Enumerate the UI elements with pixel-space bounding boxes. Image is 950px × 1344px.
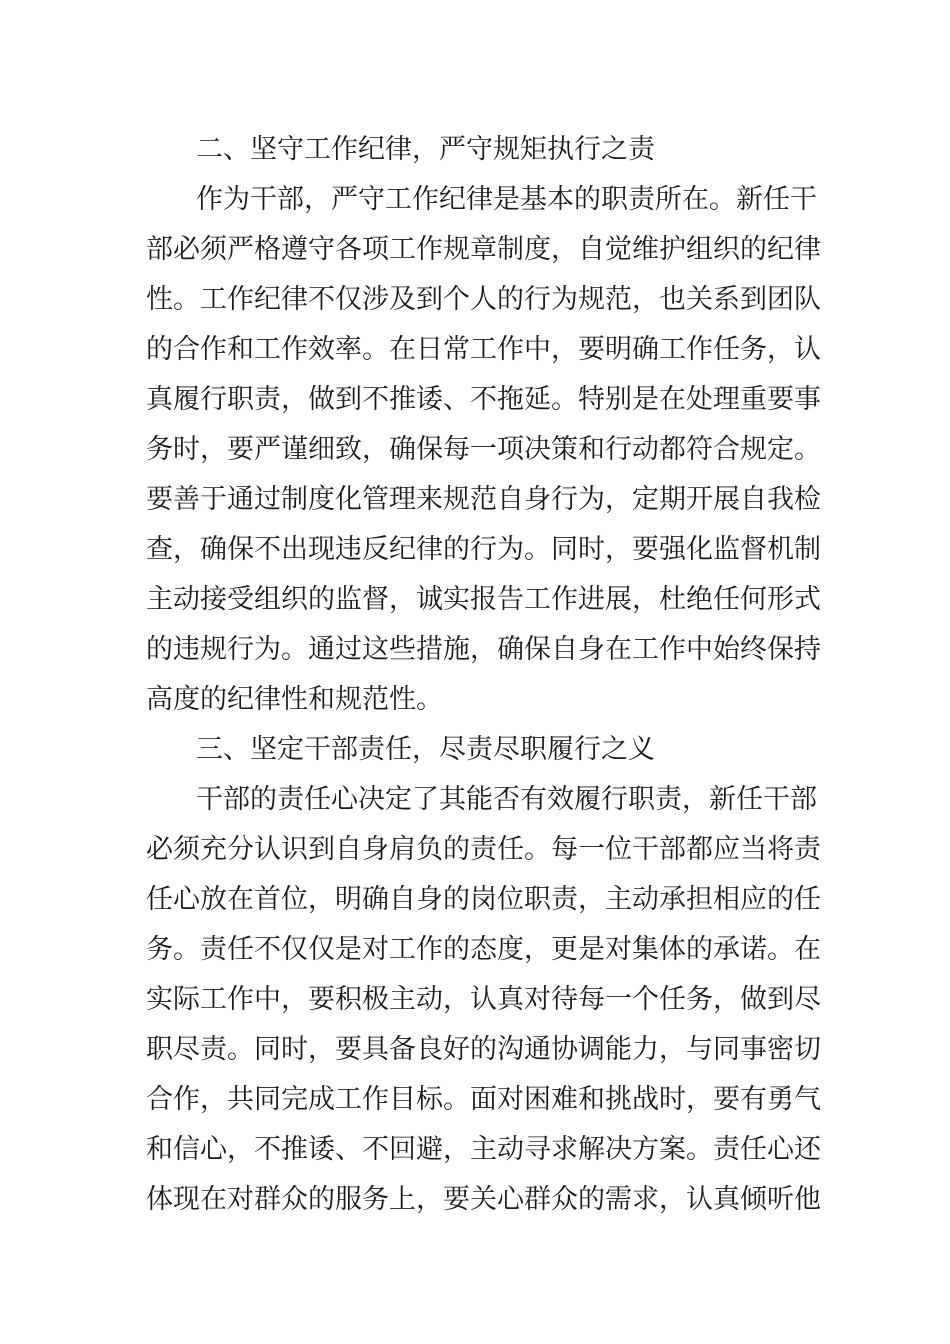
- paragraph-line: 真履行职责，做到不推诿、不拖延。特别是在处理重要事: [146, 384, 821, 415]
- paragraph-line: 作为干部，严守工作纪律是基本的职责所在。新任干: [196, 184, 817, 215]
- paragraph-line: 部必须严格遵守各项工作规章制度，自觉维护组织的纪律: [146, 234, 821, 265]
- paragraph-line: 要善于通过制度化管理来规范自身行为，定期开展自我检: [146, 484, 821, 515]
- paragraph-line: 干部的责任心决定了其能否有效履行职责，新任干部: [196, 784, 817, 815]
- paragraph-line: 职尽责。同时，要具备良好的沟通协调能力，与同事密切: [146, 1034, 821, 1065]
- paragraph-line: 务时，要严谨细致，确保每一项决策和行动都符合规定。: [146, 434, 821, 465]
- paragraph-line: 务。责任不仅仅是对工作的态度，更是对集体的承诺。在: [146, 934, 821, 965]
- paragraph-line: 主动接受组织的监督，诚实报告工作进展，杜绝任何形式: [146, 584, 821, 615]
- section-heading-3: 三、坚定干部责任，尽责尽职履行之义: [196, 734, 655, 765]
- paragraph-line: 的违规行为。通过这些措施，确保自身在工作中始终保持: [146, 634, 821, 665]
- paragraph-line: 性。工作纪律不仅涉及到个人的行为规范，也关系到团队: [146, 284, 821, 315]
- paragraph-line: 体现在对群众的服务上，要关心群众的需求，认真倾听他: [146, 1184, 821, 1215]
- paragraph-line: 任心放在首位，明确自身的岗位职责，主动承担相应的任: [146, 884, 821, 915]
- paragraph-line: 和信心，不推诿、不回避，主动寻求解决方案。责任心还: [146, 1134, 821, 1165]
- section-heading-2: 二、坚守工作纪律，严守规矩执行之责: [196, 134, 655, 165]
- paragraph-line: 的合作和工作效率。在日常工作中，要明确工作任务，认: [146, 334, 821, 365]
- paragraph-line: 合作，共同完成工作目标。面对困难和挑战时，要有勇气: [146, 1084, 821, 1115]
- paragraph-line: 必须充分认识到自身肩负的责任。每一位干部都应当将责: [146, 834, 821, 865]
- paragraph-line: 查，确保不出现违反纪律的行为。同时，要强化监督机制: [146, 534, 821, 565]
- paragraph-line: 高度的纪律性和规范性。: [146, 684, 443, 715]
- paragraph-line: 实际工作中，要积极主动，认真对待每一个任务，做到尽: [146, 984, 821, 1015]
